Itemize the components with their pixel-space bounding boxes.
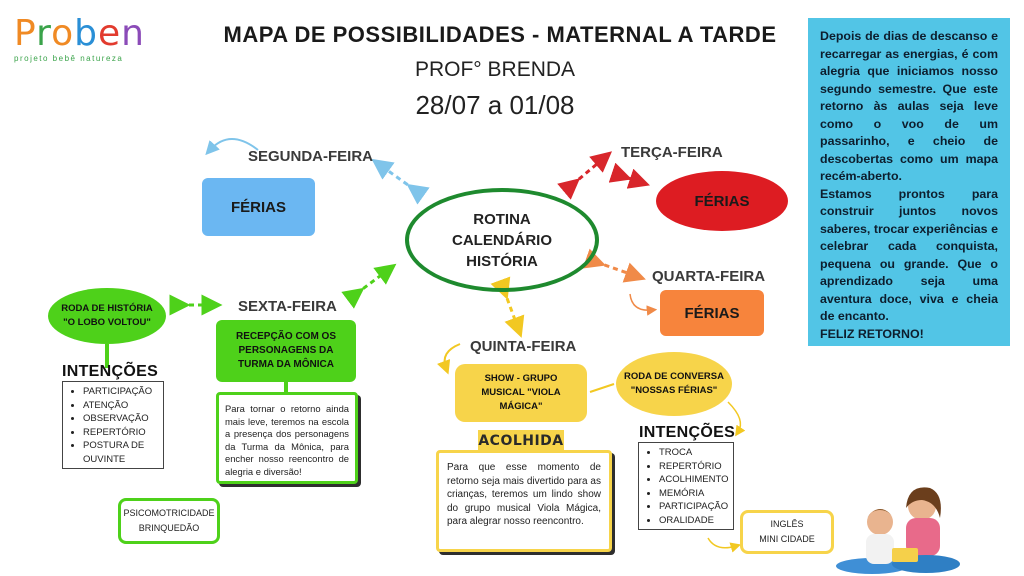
extra-item: PSICOMOTRICIDADE [123,508,215,518]
intention-item: • POSTURA DE OUVINTE [83,439,157,466]
sexta-intentions-list [62,381,164,469]
logo-letter: r [36,13,52,54]
curved-arrow-quinta [445,344,460,368]
center-line: ROTINA [473,210,531,228]
intention-item: • REPERTÓRIO [659,460,727,474]
logo-letter: n [121,13,145,54]
arrow-center-quinta [504,290,518,328]
sexta-reception-box: RECEPÇÃO COM OS PERSONAGENS DA TURMA DA MÔNICA [216,320,356,382]
quinta-roda-conversa [616,352,732,416]
terca-activity-box: FÉRIAS [656,171,788,231]
intention-item: • MEMÓRIA [659,487,727,501]
curved-arrow-quarta [630,294,652,310]
extra-item: INGLÊS [770,519,804,529]
message-paragraph: Estamos prontos para construir juntos novos saberes, trocar experiências e celebrar cada conquista, pequena ou grande. Que o aprendizado seja uma aventura doce, viva e cheia de encanto. [820,186,998,323]
logo-letter: P [14,13,37,54]
welcome-message-panel [808,18,1010,346]
page-title: MAPA DE POSSIBILIDADES - MATERNAL A TARDE [223,22,777,47]
sexta-description: Para tornar o retorno ainda mais leve, teremos na escola a presença dos personagens da Turma da Mônica, para encher nosso reencontro de alegria e diversão! [216,392,358,484]
arrow-terca-ferias [622,176,640,182]
day-label-terca: TERÇA-FEIRA [621,144,723,161]
logo-letter: o [51,13,75,54]
extra-item: MINI CIDADE [759,534,815,544]
roda-historia-text: RODA DE HISTÓRIA "O LOBO VOLTOU" [61,303,153,328]
arrow-center-terca [572,158,604,185]
quinta-intentions-list [638,442,734,530]
day-label-segunda: SEGUNDA-FEIRA [248,148,374,165]
arrow-center-quarta [596,262,636,276]
acolhida-label: ACOLHIDA [478,430,564,452]
day-label-sexta: SEXTA-FEIRA [238,298,337,315]
sexta-intentions-title: INTENÇÕES [62,363,159,380]
central-routine-node [405,188,599,292]
curved-arrow-ingles [708,538,736,548]
sexta-extra-box [118,498,220,544]
arrow-show-roda [590,384,614,392]
show-text: SHOW - GRUPO MUSICAL "VIOLA MÁGICA" [481,373,561,412]
intention-item: • TROCA [659,446,727,460]
intention-item: • ACOLHIMENTO [659,473,727,487]
quinta-extra-box [740,510,834,554]
day-label-quarta: QUARTA-FEIRA [652,268,766,285]
extra-item: BRINQUEDÃO [138,523,200,533]
intention-item: • OBSERVAÇÃO [83,412,157,426]
quinta-intentions-title: INTENÇÕES [639,424,736,441]
segunda-activity-box: FÉRIAS [202,178,315,236]
arrow-center-segunda [380,165,415,190]
teacher-name: PROF° BRENDA [414,58,576,81]
logo-tagline: projeto bebê natureza [14,54,124,63]
roda-conversa-text: RODA DE CONVERSA "NOSSAS FÉRIAS" [624,371,724,396]
arrow-center-sexta [356,270,388,294]
children-illustration [836,478,1012,574]
intention-item: • ORALIDADE [659,514,727,528]
center-line: CALENDÁRIO [452,231,552,249]
logo-letter: b [74,13,98,54]
quarta-activity-box: FÉRIAS [660,290,764,336]
quinta-show-box [455,364,587,422]
center-line: HISTÓRIA [466,252,538,270]
logo-letter: e [97,13,122,54]
sexta-roda-historia [48,288,166,344]
intention-item: • REPERTÓRIO [83,426,157,440]
quinta-description: Para que esse momento de retorno seja mais divertido para as crianças, teremos um lindo show do grupo musical Viola Mágica, para alegrar nosso reencontro. [436,450,612,552]
day-label-quinta: QUINTA-FEIRA [470,338,577,355]
intention-item: • ATENÇÃO [83,399,157,413]
message-closing: FELIZ RETORNO! [820,326,924,341]
intention-item: • PARTICIPAÇÃO [659,500,727,514]
intention-item: • PARTICIPAÇÃO [83,385,157,399]
date-range: 28/07 a 01/08 [415,90,575,120]
message-paragraph: Depois de dias de descanso e recarregar as energias, é com alegria que iniciamos nosso segundo semestre. Que este retorno às aulas seja leve como o voo de um passarinho, e cheio de descobertas como um mapa recém-aberto. [820,29,998,183]
